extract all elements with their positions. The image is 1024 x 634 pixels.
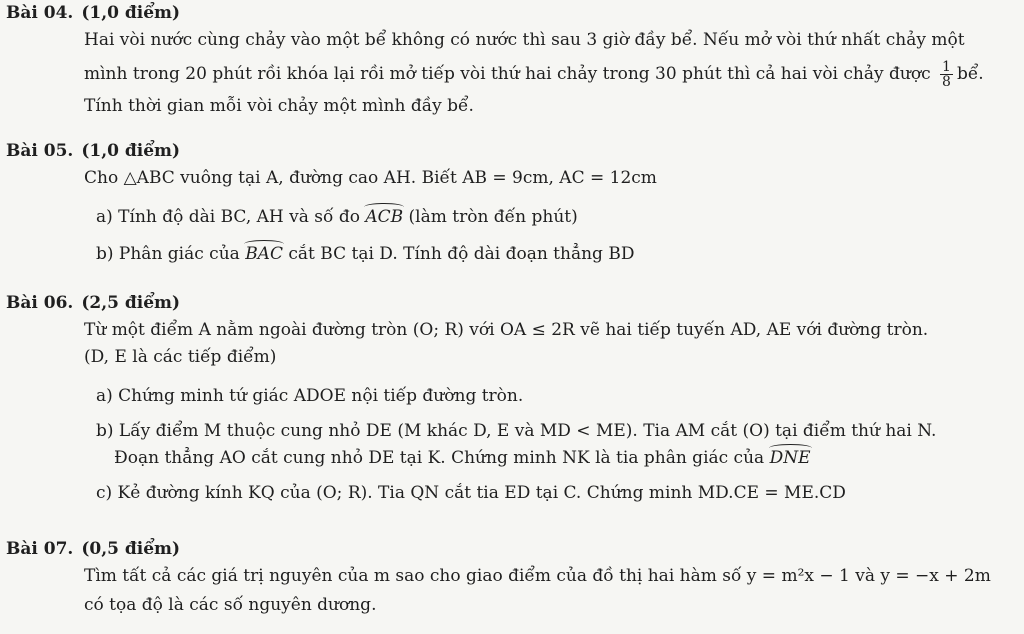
angle-dne: DNE bbox=[769, 447, 811, 468]
problem-04-title: Bài 04. bbox=[6, 3, 74, 23]
angle-bac: BAC bbox=[245, 243, 283, 264]
problem-06-item-a: a) Chứng minh tứ giác ADOE nội tiếp đường tròn. bbox=[96, 385, 524, 406]
problem-06-item-b: b) Lấy điểm M thuộc cung nhỏ DE (M khác D, E và MD < ME). Tia AM cắt (O) tại điểm thứ hai N. bbox=[96, 420, 937, 441]
problem-06-body bbox=[84, 319, 936, 369]
problem-04-line-2 bbox=[84, 60, 984, 89]
problem-04-body bbox=[84, 29, 984, 118]
problem-04-points: (1,0 điểm) bbox=[81, 3, 181, 23]
problem-05-item-a-pre: a) Tính độ dài BC, AH và số đo bbox=[96, 206, 366, 227]
problem-05-body bbox=[84, 167, 657, 190]
problem-05-items bbox=[96, 206, 657, 266]
problem-06-title: Bài 06. bbox=[6, 293, 74, 313]
problem-07-line-1: Tìm tất cả các giá trị nguyên của m sao cho giao điểm của đồ thị hai hàm số y = m²x − 1 và y = −x + 2m bbox=[84, 565, 991, 586]
problem-07 bbox=[0, 538, 991, 617]
problem-05-title: Bài 05. bbox=[6, 141, 74, 161]
problem-06-heading bbox=[6, 292, 936, 315]
problem-05-heading bbox=[6, 140, 657, 163]
problem-04-line-2-text: mình trong 20 phút rồi khóa lại rồi mở tiếp vòi thứ hai chảy trong 30 phút thì cả hai vòi chảy được bbox=[84, 63, 931, 84]
problem-06-item-b-cont-text: Đoạn thẳng AO cắt cung nhỏ DE tại K. Chứng minh NK là tia phân giác của bbox=[114, 447, 770, 468]
problem-06-items bbox=[96, 385, 936, 505]
problem-04-line-2-end: bể. bbox=[956, 63, 984, 84]
fraction-numerator: 1 bbox=[942, 58, 951, 75]
problem-06-line-2: (D, E là các tiếp điểm) bbox=[84, 346, 277, 367]
problem-05-points: (1,0 điểm) bbox=[81, 141, 181, 161]
problem-06-item-c: c) Kẻ đường kính KQ của (O; R). Tia QN cắt tia ED tại C. Chứng minh MD.CE = ME.CD bbox=[96, 482, 846, 503]
problem-07-heading bbox=[6, 538, 991, 561]
problem-07-title: Bài 07. bbox=[6, 539, 74, 559]
problem-05-item-b-pre: b) Phân giác của bbox=[96, 243, 246, 264]
problem-05-item-a-post: (làm tròn đến phút) bbox=[403, 206, 578, 227]
problem-07-line-2: có tọa độ là các số nguyên dương. bbox=[84, 594, 377, 615]
problem-04-heading bbox=[6, 2, 984, 25]
problem-07-body bbox=[84, 565, 991, 617]
problem-04-line-1: Hai vòi nước cùng chảy vào một bể không có nước thì sau 3 giờ đầy bể. Nếu mở vòi thứ nhất chảy một bbox=[84, 29, 965, 50]
problem-06-points: (2,5 điểm) bbox=[81, 293, 181, 313]
problem-05-item-a bbox=[96, 206, 657, 229]
problem-05-item-b bbox=[96, 243, 657, 266]
fraction-one-eighth bbox=[940, 60, 953, 89]
problem-04 bbox=[0, 2, 984, 118]
fraction-denominator: 8 bbox=[942, 73, 951, 90]
problem-07-points: (0,5 điểm) bbox=[81, 539, 181, 559]
problem-06-line-1: Từ một điểm A nằm ngoài đường tròn (O; R) với OA ≤ 2R vẽ hai tiếp tuyến AD, AE với đường tròn. bbox=[84, 319, 929, 340]
problem-06-item-b-cont bbox=[114, 447, 936, 470]
problem-06 bbox=[0, 292, 936, 515]
angle-acb: ACB bbox=[365, 206, 404, 227]
problem-05-item-b-post: cắt BC tại D. Tính độ dài đoạn thẳng BD bbox=[282, 243, 635, 264]
problem-05 bbox=[0, 140, 657, 276]
problem-04-line-3: Tính thời gian mỗi vòi chảy một mình đầy bể. bbox=[84, 95, 474, 116]
problem-05-intro: Cho △ABC vuông tại A, đường cao AH. Biết AB = 9cm, AC = 12cm bbox=[84, 167, 657, 188]
